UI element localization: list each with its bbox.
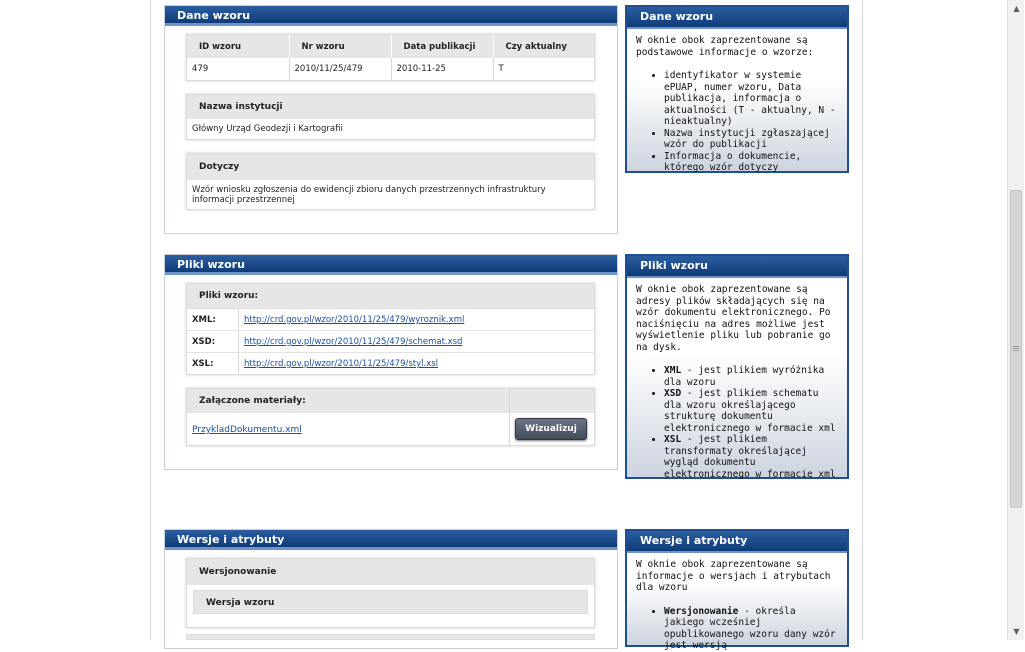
dane-wzoru-title: Dane wzoru [165, 6, 617, 26]
scroll-down-icon[interactable]: ▼ [1013, 627, 1020, 636]
pliki-help-item-xsl: • XSL - jest plikiem transformaty określającej wygląd dokumentu elektronicznego w formacie xml [664, 434, 838, 480]
version-label: Wersja wzoru [193, 590, 588, 614]
dane-help-title: Dane wzoru [627, 7, 847, 29]
col-id-wzoru: ID wzoru [187, 35, 289, 58]
attachments-box [186, 388, 595, 446]
institution-box [186, 94, 595, 140]
pliki-help-title: Pliki wzoru [627, 256, 847, 278]
file-link-xsl[interactable]: http://crd.gov.pl/wzor/2010/11/25/479/styl.xsl [244, 359, 439, 369]
dane-help-item: • Nazwa instytucji zgłaszającej wzór do publikacji [664, 128, 838, 151]
file-type-label: XSL: [192, 359, 214, 369]
concerns-label: Dotyczy [187, 154, 594, 180]
val-nr-wzoru: 2010/11/25/479 [289, 58, 391, 80]
file-row-xsd [187, 330, 594, 351]
files-label: Pliki wzoru: [187, 284, 594, 308]
concerns-box [186, 153, 595, 210]
col-data-publikacji: Data publikacji [391, 35, 493, 58]
val-id-wzoru: 479 [187, 58, 289, 80]
file-type-label: XML: [192, 315, 216, 325]
attachments-label: Załączone materiały: [187, 389, 594, 413]
versioning-label: Wersjonowanie [187, 559, 594, 585]
scroll-up-icon[interactable]: ▲ [1013, 4, 1020, 13]
attachment-link[interactable]: PrzykladDokumentu.xml [192, 425, 302, 435]
dane-wzoru-table [187, 35, 594, 80]
wersje-help-panel [625, 529, 849, 651]
dane-help-intro: W oknie obok zaprezentowane są podstawowe informacje o wzorze: [636, 35, 814, 58]
pliki-wzoru-title: Pliki wzoru [165, 255, 617, 275]
file-link-xml[interactable]: http://crd.gov.pl/wzor/2010/11/25/479/wyroznik.xml [244, 315, 465, 325]
pliki-help-item-xsd: • XSD - jest plikiem schematu dla wzoru określającego strukturę dokumentu elektronicznego w formacie xml [664, 388, 838, 434]
pliki-help-panel [625, 254, 849, 479]
col-nr-wzoru: Nr wzoru [289, 35, 391, 58]
file-row-xml [187, 308, 594, 329]
dane-help-panel [625, 5, 849, 173]
file-row-xsl [187, 352, 594, 373]
attachments-sep [509, 389, 510, 445]
wersje-title: Wersje i atrybuty [165, 530, 617, 550]
pliki-help-item-xml: • XML - jest plikiem wyróżnika dla wzoru [664, 365, 838, 388]
visualize-button[interactable]: Wizualizuj [515, 418, 587, 440]
dane-help-list [664, 70, 838, 174]
file-link-xsd[interactable]: http://crd.gov.pl/wzor/2010/11/25/479/schemat.xsd [244, 337, 463, 347]
pliki-help-list [664, 365, 838, 480]
scroll-thumb[interactable] [1010, 190, 1022, 508]
institution-label: Nazwa instytucji [187, 95, 594, 119]
file-type-label: XSD: [192, 337, 216, 347]
wersje-help-title: Wersje i atrybuty [627, 531, 847, 553]
val-data-publikacji: 2010-11-25 [391, 58, 493, 80]
dane-wzoru-table-box [186, 34, 595, 81]
val-czy-aktualny: T [493, 58, 594, 80]
institution-value: Główny Urząd Geodezji i Kartografii [192, 124, 343, 134]
concerns-value: Wzór wniosku zgłoszenia do ewidencji zbioru danych przestrzennych infrastruktury informacji przestrzennej [192, 185, 546, 205]
wersje-help-item: • Wersjonowanie - określa jakiego wcześniej opublikowanego wzoru dany wzór jest wersją [664, 606, 838, 652]
pliki-help-intro: W oknie obok zaprezentowane są adresy plików składających się na wzór dokumentu elektronicznego. Po naciśnięciu na adres możliwe jest wyświetlenie pliku lub pobranie go na dysk. [636, 284, 831, 353]
dane-help-item: • identyfikator w systemie ePUAP, numer wzoru, Data publikacja, informacja o aktualności (T - aktualny, N - nieaktualny) [664, 70, 838, 128]
wersje-help-intro: W oknie obok zaprezentowane są informacje o wersjach i atrybutach dla wzoru [636, 559, 831, 593]
versioning-box [186, 558, 595, 628]
col-czy-aktualny: Czy aktualny [493, 35, 594, 58]
dane-help-item: • Informacja o dokumencie, którego wzór dotyczy [664, 151, 838, 174]
vertical-scrollbar[interactable] [1007, 0, 1024, 640]
next-box-edge [186, 634, 595, 640]
wersje-help-list [664, 606, 838, 652]
files-box [186, 283, 595, 375]
